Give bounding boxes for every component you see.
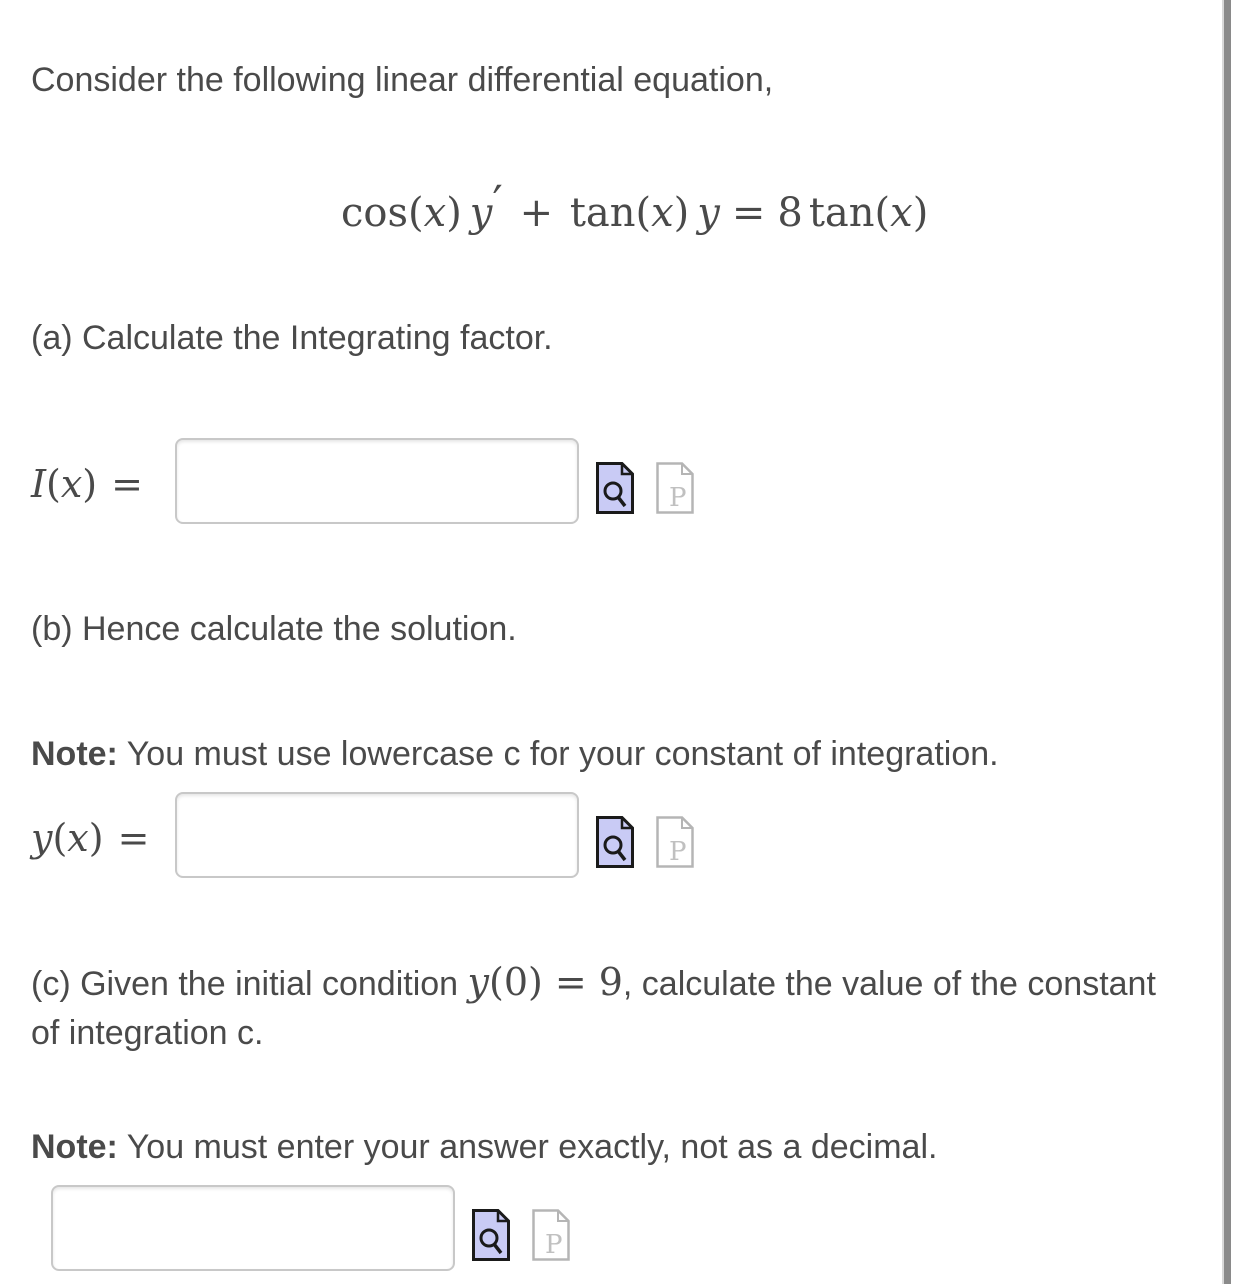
paste-answer-icon[interactable]: [656, 462, 694, 514]
eq-plus: +: [519, 190, 554, 236]
preview-answer-icon[interactable]: [596, 462, 634, 514]
eq-y2: y: [697, 190, 720, 236]
cond-val: 9: [598, 960, 623, 1004]
svg-text:P: P: [545, 1230, 563, 1260]
eq-x2: x: [651, 190, 674, 236]
integrating-factor-input[interactable]: [175, 438, 579, 524]
eq-y1: y: [469, 190, 493, 236]
eq-x1: x: [423, 190, 447, 236]
eq-tan: tan: [569, 190, 636, 236]
eq-prime: ′: [492, 175, 503, 229]
eq-x3: x: [890, 190, 913, 236]
part-c-prompt-end: , calculate the value of the constant: [622, 965, 1156, 1003]
intro-text: Consider the following linear differential equation,: [31, 61, 774, 99]
part-c-note-label: Note:: [31, 1128, 118, 1166]
part-c-prompt: (c) Given the initial condition y(0) = 9, calculate the value of the constant: [31, 960, 1156, 1004]
svg-text:P: P: [669, 483, 687, 513]
eq-rhs-tan: tan: [808, 190, 875, 236]
eq-cos: cos: [341, 190, 409, 236]
part-a-prompt: (a) Calculate the Integrating factor.: [31, 319, 553, 357]
label-x-b: x: [67, 816, 89, 860]
eq-coef: 8: [777, 190, 803, 236]
label-x-a: x: [60, 462, 83, 506]
constant-input[interactable]: [51, 1185, 455, 1271]
paste-answer-icon[interactable]: [532, 1209, 570, 1261]
scrollbar-thumb[interactable]: [1224, 0, 1231, 1284]
eq-equals: =: [731, 190, 766, 236]
preview-answer-icon[interactable]: [596, 816, 634, 868]
part-c-prompt-start: (c) Given the initial condition: [31, 965, 468, 1003]
differential-equation: cos(x) y′ + tan(x) y = 8 tan(x): [341, 175, 929, 236]
part-c-note: [31, 1123, 937, 1172]
solution-label: y(x) =: [31, 816, 150, 860]
part-b-prompt: (b) Hence calculate the solution.: [31, 610, 517, 648]
part-c-note-text: You must enter your answer exactly, not as a decimal.: [117, 1128, 938, 1166]
preview-answer-icon[interactable]: [472, 1209, 510, 1261]
part-b-note: [31, 730, 999, 779]
label-I: I: [31, 462, 47, 506]
cond-eq: =: [554, 960, 587, 1004]
svg-text:P: P: [669, 837, 687, 867]
part-b-note-text: You must use lowercase c for your constant of integration.: [117, 735, 999, 773]
cond-y: y: [467, 960, 490, 1004]
integrating-factor-label: I(x) =: [31, 462, 143, 506]
part-b-note-label: Note:: [31, 735, 118, 773]
part-c-prompt-line2: of integration c.: [31, 1014, 264, 1052]
solution-input[interactable]: [175, 792, 579, 878]
paste-answer-icon[interactable]: [656, 816, 694, 868]
cond-arg: 0: [503, 960, 529, 1004]
label-y: y: [31, 816, 53, 860]
